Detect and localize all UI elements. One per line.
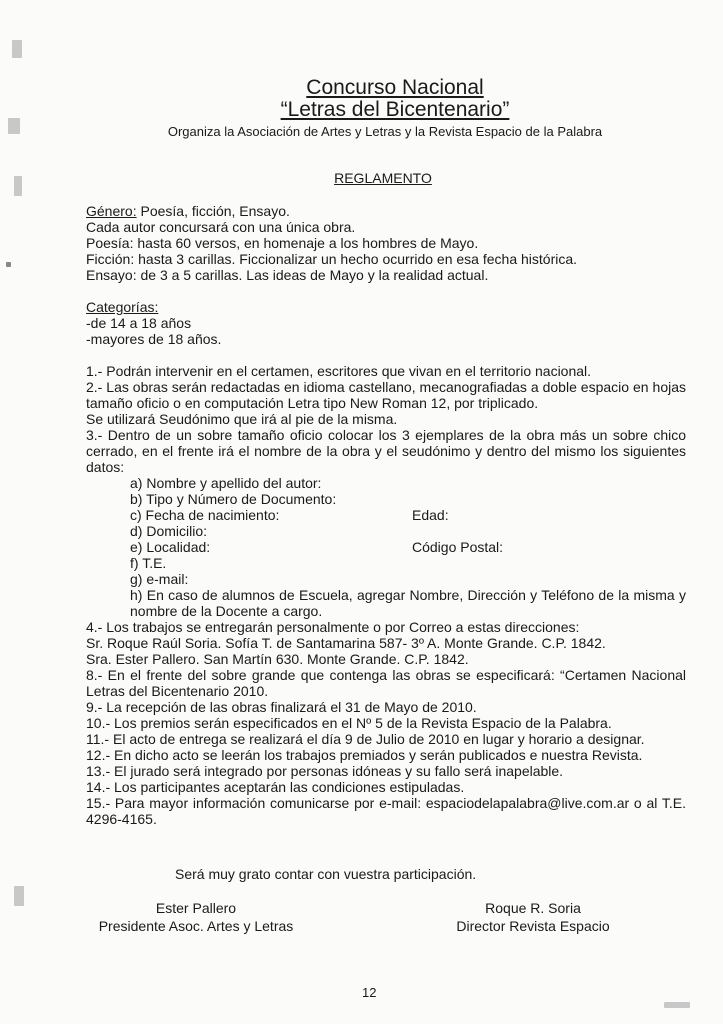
field-g: g) e-mail: xyxy=(130,571,189,587)
genre-rule: Ensayo: de 3 a 5 carillas. Las ideas de Mayo y la realidad actual. xyxy=(86,267,489,283)
rule-1: 1.- Podrán intervenir en el certamen, escritores que vivan en el territorio nacional. xyxy=(86,363,592,379)
scan-speck xyxy=(664,1002,690,1008)
field-h: h) En caso de alumnos de Escuela, agregar Nombre, Dirección y Teléfono de la misma y nombre de la Docente a cargo. xyxy=(130,587,686,619)
rule-2: 2.- Las obras serán redactadas en idioma castellano, mecanografiadas a doble espacio en hojas tamaño oficio o en computación Letra tipo New Roman 12, por triplicado. xyxy=(86,379,686,411)
field-b: b) Tipo y Número de Documento: xyxy=(130,491,337,507)
title-line-2: “Letras del Bicentenario” xyxy=(280,98,510,121)
field-e-label: e) Localidad: xyxy=(130,539,211,555)
field-d: d) Domicilio: xyxy=(130,523,208,539)
genre-intro: Poesía, ficción, Ensayo. xyxy=(136,203,290,219)
category-item: -mayores de 18 años. xyxy=(86,331,222,347)
rule-2b: Se utilizará Seudónimo que irá al pie de la misma. xyxy=(86,411,398,427)
rule-12: 12.- En dicho acto se leerán los trabajos premiados y serán publicados e nuestra Revista. xyxy=(86,747,643,763)
genre-rule: Poesía: hasta 60 versos, en homenaje a los hombres de Mayo. xyxy=(86,235,479,251)
rule-15: 15.- Para mayor información comunicarse por e-mail: espaciodelapalabra@live.com.ar o al T.E. 4296-4165. xyxy=(86,795,686,827)
scan-speck xyxy=(14,886,24,906)
rule-3: 3.- Dentro de un sobre tamaño oficio colocar los 3 ejemplares de la obra más un sobre chico cerrado, en el frente irá el nombre de la obra y el seudónimo y dentro del mismo los siguientes datos: xyxy=(86,427,686,475)
page-number: 12 xyxy=(362,985,377,1000)
rule-4: 4.- Los trabajos se entregarán personalmente o por Correo a estas direcciones: xyxy=(86,619,580,635)
category-item: -de 14 a 18 años xyxy=(86,315,192,331)
rule-14: 14.- Los participantes aceptarán las condiciones estipuladas. xyxy=(86,779,465,795)
field-f: f) T.E. xyxy=(130,555,167,571)
section-title: REGLAMENTO xyxy=(334,170,432,186)
scan-speck xyxy=(12,40,22,58)
signature-left-name: Ester Pallero xyxy=(155,900,237,916)
address-2: Sra. Ester Pallero. San Martín 630. Monte Grande. C.P. 1842. xyxy=(86,651,469,667)
field-a: a) Nombre y apellido del autor: xyxy=(130,475,322,491)
rule-13: 13.- El jurado será integrado por personas idóneas y su fallo será inapelable. xyxy=(86,763,564,779)
categories-label: Categorías: xyxy=(86,299,159,315)
scan-speck xyxy=(6,262,11,267)
title-line-1: Concurso Nacional xyxy=(306,76,484,99)
field-c-right: Edad: xyxy=(412,507,449,523)
rules-body xyxy=(86,203,686,827)
genre-line xyxy=(86,203,686,219)
signature-left-role: Presidente Asoc. Artes y Letras xyxy=(98,918,294,934)
address-1: Sr. Roque Raúl Soria. Sofía T. de Santamarina 587- 3º A. Monte Grande. C.P. 1842. xyxy=(86,635,606,651)
field-c xyxy=(86,507,686,523)
field-e-right: Código Postal: xyxy=(412,539,504,555)
rule-11: 11.- El acto de entrega se realizará el día 9 de Julio de 2010 en lugar y horario a designar. xyxy=(86,731,645,747)
genre-rule: Ficción: hasta 3 carillas. Ficcionalizar un hecho ocurrido en esa fecha histórica. xyxy=(86,251,578,267)
rule-8: 8.- En el frente del sobre grande que contenga las obras se especificará: “Certamen Nacional Letras del Bicentenario 2010. xyxy=(86,667,686,699)
genre-label: Género: xyxy=(86,203,137,219)
field-e xyxy=(86,539,686,555)
field-c-label: c) Fecha de nacimiento: xyxy=(130,507,280,523)
signature-left xyxy=(86,899,306,935)
signature-right xyxy=(438,899,628,935)
genre-rule: Cada autor concursará con una única obra. xyxy=(86,219,356,235)
signature-right-role: Director Revista Espacio xyxy=(456,918,610,934)
closing-line: Será muy grato contar con vuestra participación. xyxy=(175,866,477,882)
signature-right-name: Roque R. Soria xyxy=(485,900,581,916)
rule-9: 9.- La recepción de las obras finalizará el 31 de Mayo de 2010. xyxy=(86,699,477,715)
organizer-line: Organiza la Asociación de Artes y Letras y la Revista Espacio de la Palabra xyxy=(167,124,603,139)
rule-10: 10.- Los premios serán especificados en el Nº 5 de la Revista Espacio de la Palabra. xyxy=(86,715,612,731)
